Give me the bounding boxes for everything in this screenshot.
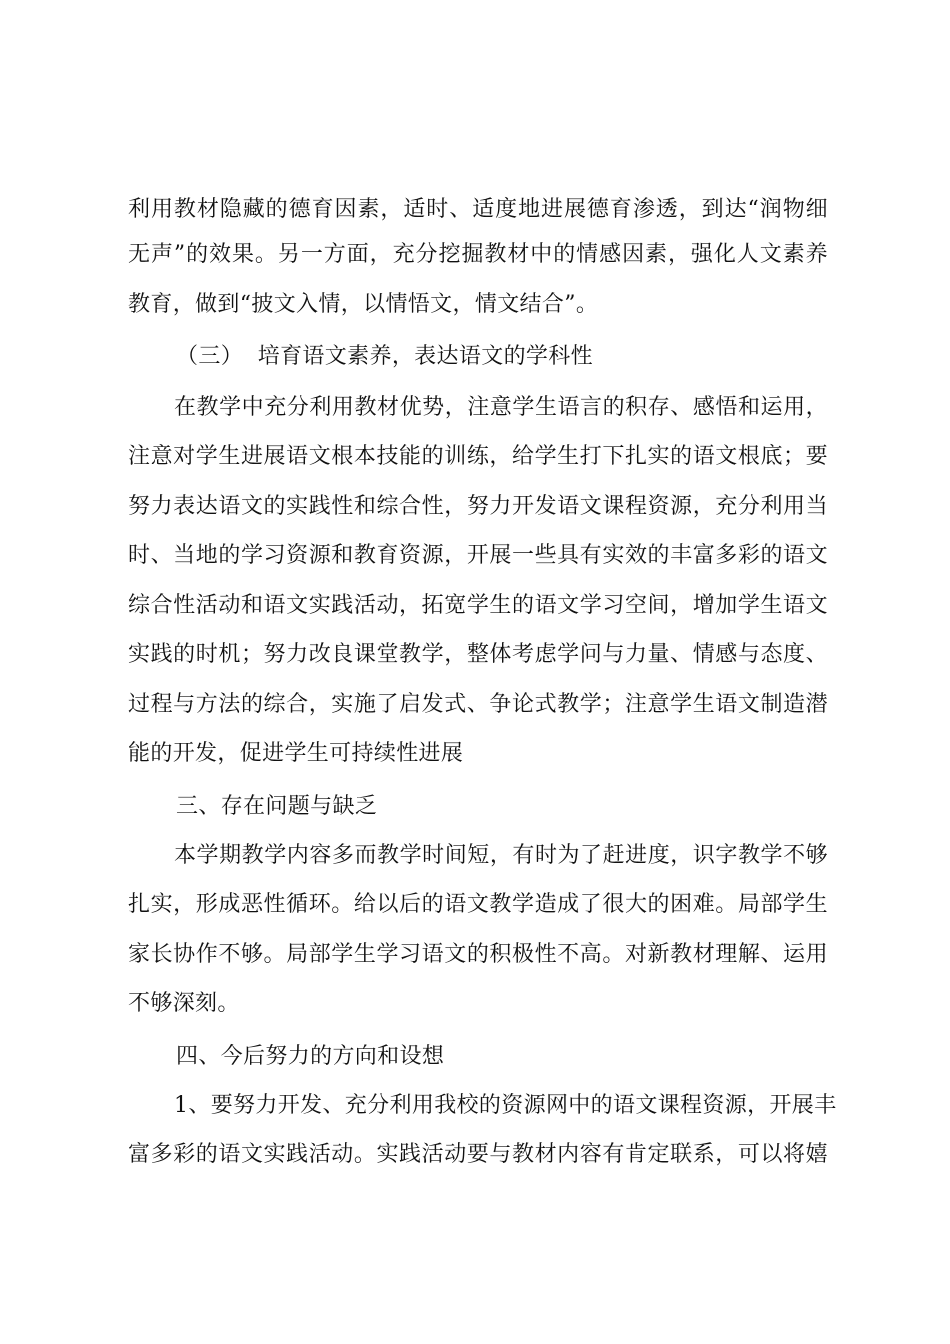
- section-heading-3: （三） 培育语文素养，表达语文的学科性: [176, 344, 593, 369]
- paragraph-1-line-1: 利用教材隐藏的德育因素，适时、适度地进展德育渗透，到达“润物细: [128, 197, 828, 222]
- paragraph-3-line-3: 家长协作不够。局部学生学习语文的积极性不高。对新教材理解、运用: [128, 942, 828, 967]
- paragraph-2-line-8: 能的开发，促进学生可持续性进展: [128, 741, 464, 766]
- paragraph-2-line-2: 注意对学生进展语文根本技能的训练，给学生打下扎实的语文根底；要: [128, 444, 828, 469]
- paragraph-1-line-3: 教育，做到“披文入情，以情悟文，情文结合”。: [128, 292, 599, 317]
- paragraph-4-line-2: 富多彩的语文实践活动。实践活动要与教材内容有肯定联系，可以将嬉: [128, 1142, 828, 1167]
- paragraph-3-line-4: 不够深刻。: [128, 991, 240, 1016]
- paragraph-2-line-6: 实践的时机；努力改良课堂教学，整体考虑学问与力量、情感与态度、: [128, 642, 828, 667]
- paragraph-2-line-4: 时、当地的学习资源和教育资源，开展一些具有实效的丰富多彩的语文: [128, 543, 828, 568]
- paragraph-2-line-1: 在教学中充分利用教材优势，注意学生语言的积存、感悟和运用，: [174, 395, 828, 420]
- paragraph-1-line-2: 无声”的效果。另一方面，充分挖掘教材中的情感因素，强化人文素养: [128, 242, 828, 267]
- paragraph-3-line-1: 本学期教学内容多而教学时间短，有时为了赶进度，识字教学不够: [174, 843, 828, 868]
- section-heading-problems: 三、存在问题与缺乏: [176, 794, 378, 819]
- paragraph-2-line-7: 过程与方法的综合，实施了启发式、争论式教学；注意学生语文制造潜: [128, 692, 828, 717]
- paragraph-4-line-1: 1、要努力开发、充分利用我校的资源网中的语文课程资源，开展丰: [174, 1093, 837, 1118]
- section-heading-future: 四、今后努力的方向和设想: [176, 1044, 445, 1069]
- paragraph-3-line-2: 扎实，形成恶性循环。给以后的语文教学造成了很大的困难。局部学生: [128, 892, 828, 917]
- paragraph-2-line-5: 综合性活动和语文实践活动，拓宽学生的语文学习空间，增加学生语文: [128, 593, 828, 618]
- paragraph-2-line-3: 努力表达语文的实践性和综合性，努力开发语文课程资源，充分利用当: [128, 494, 828, 519]
